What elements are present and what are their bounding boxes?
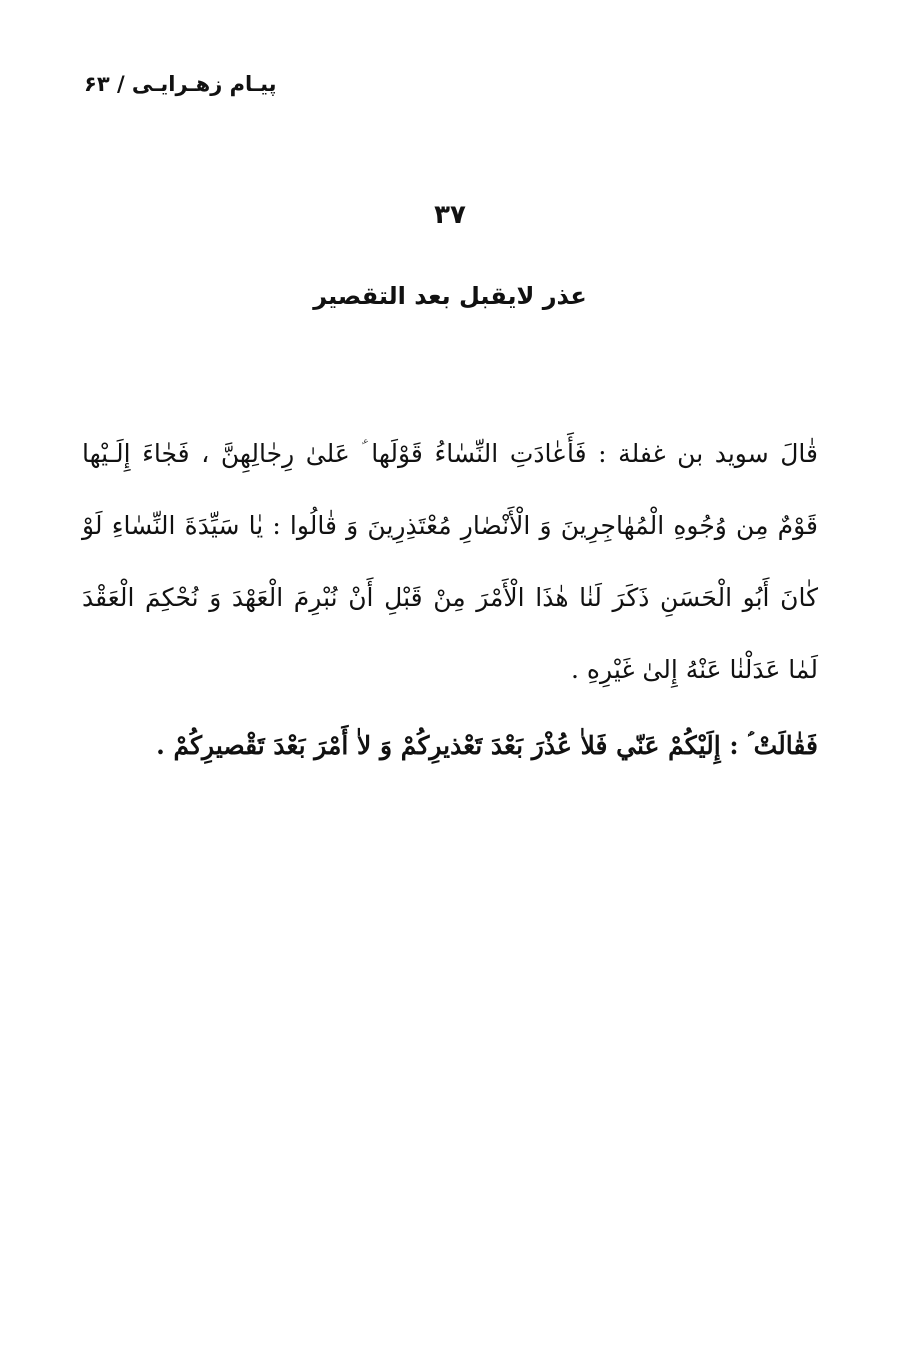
chapter-title: عذر لایقبل بعد التقصیر [313, 282, 587, 310]
paragraph-narration: قٰالَ سوید بن غفلة : فَأَعٰادَتِ النِّسٰاءُ قَوْلَها ؑ عَلیٰ رِجٰالِهِنَّ ، فَجٰاءَ إِلَـيْها قَوْمٌ مِن وُجُوهِ الْمُهٰاجِرِينَ وَ الْأَنْصٰارِ مُعْتَذِرِينَ وَ قٰالُوا : يٰا سَيِّدَةَ النِّسٰاءِ لَوْ كٰانَ أَبُو الْحَسَنِ ذَكَرَ لَنٰا هٰذَا الْأَمْرَ مِنْ قَبْلِ أَنْ نُبْرِمَ الْعَهْدَ وَ نُحْكِمَ الْعَقْدَ لَمٰا عَدَلْنٰا عَنْهُ إِلیٰ غَيْرِهِ . [82, 439, 819, 684]
running-header: پیـام زهـرایـی / ۶۳ [84, 72, 277, 96]
body-text [82, 418, 818, 782]
paragraph-reply: فَقٰالَتْ ؑ : إِلَيْكُمْ عَنّي فَلاٰ عُذْرَ بَعْدَ تَعْذيرِكُمْ وَ لاٰ أَمْرَ بَعْدَ تَقْصيرِكُمْ . [156, 731, 818, 760]
chapter-number: ۳۷ [434, 200, 466, 230]
